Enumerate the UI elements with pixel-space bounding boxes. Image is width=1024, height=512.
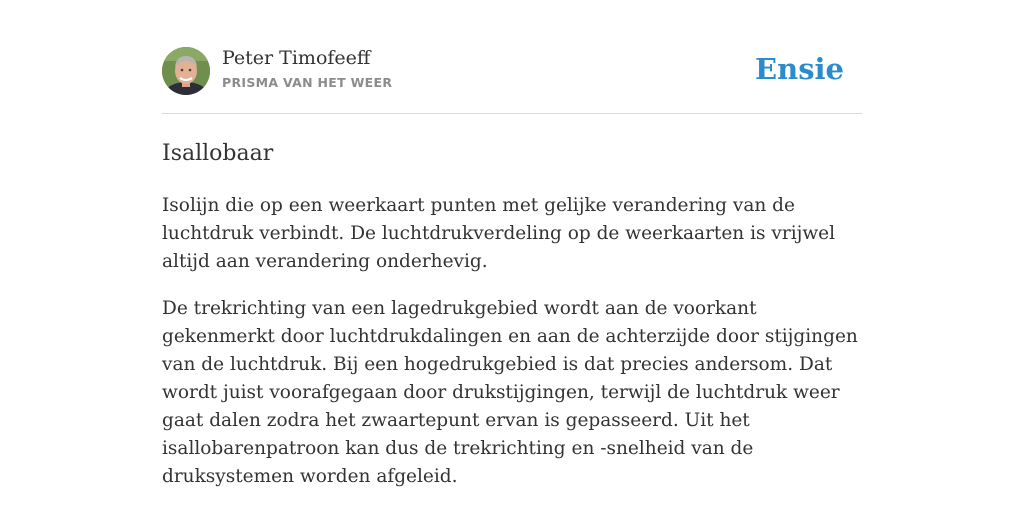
article-paragraph: De trekrichting van een lagedrukgebied wordt aan de voorkant gekenmerkt door luchtdrukdalingen en aan de achterzijde door stijgingen van de luchtdruk. Bij een hogedrukgebied is dat precies andersom. Dat wordt juist voorafgegaan door drukstijgingen, terwijl de luchtdruk weer gaat dalen zodra het zwaartepunt ervan is gepasseerd. Uit het isallobarenpatroon kan dus de trekrichting en -snelheid van de druksystemen worden afgeleid. [162,298,858,487]
article-paragraph: Isolijn die op een weerkaart punten met gelijke verandering van de luchtdruk verbindt. De luchtdrukverdeling op de weerkaarten is vrijwel altijd aan verandering onderhevig. [162,195,836,272]
author-photo-icon [162,47,210,95]
publication-name[interactable]: PRISMA VAN HET WEER [222,75,393,90]
author-name[interactable]: Peter Timofeeff [222,47,371,69]
article-header [162,40,862,114]
article-card [162,40,862,491]
brand-logo[interactable]: Ensie [755,52,844,86]
article-title: Isallobaar [162,141,274,166]
author-avatar[interactable] [162,47,210,95]
